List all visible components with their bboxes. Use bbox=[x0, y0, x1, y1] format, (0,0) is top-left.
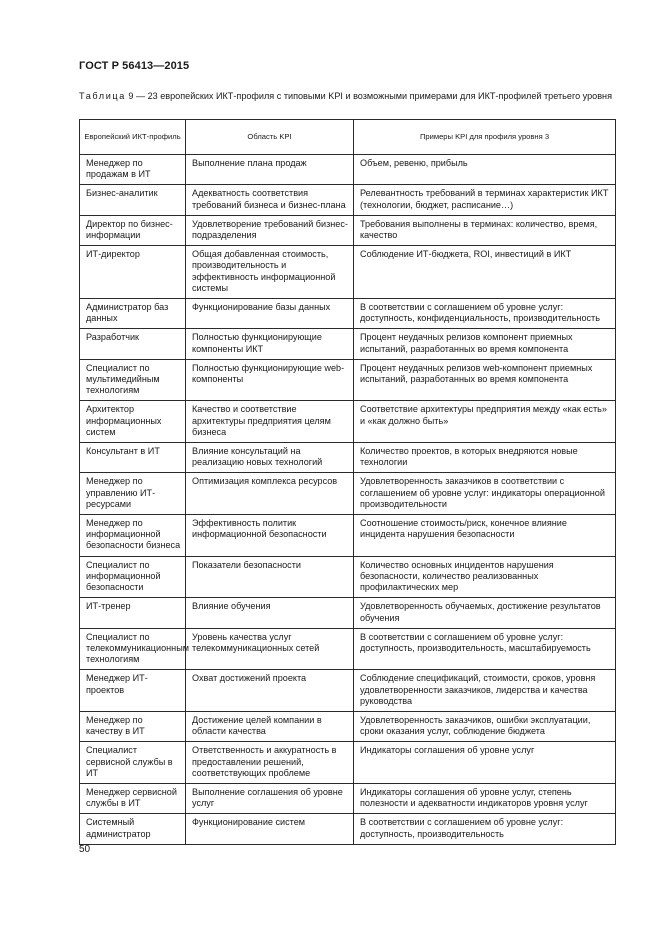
table-row bbox=[80, 299, 616, 329]
cell-kpi-examples: Соблюдение спецификаций, стоимости, сроков, уровня удовлетворенности заказчиков, лидерства и качества руководства bbox=[354, 670, 616, 712]
cell-kpi-area: Ответственность и аккуратность в предоставлении решений, соответствующих проблеме bbox=[186, 742, 354, 784]
cell-kpi-area: Показатели безопасности bbox=[186, 556, 354, 598]
cell-kpi-area: Качество и соответствие архитектуры предприятия целям бизнеса bbox=[186, 401, 354, 443]
cell-profile: Директор по бизнес-информации bbox=[80, 215, 186, 245]
table-row bbox=[80, 598, 616, 628]
cell-kpi-area: Влияние обучения bbox=[186, 598, 354, 628]
cell-kpi-area: Общая добавленная стоимость, производительность и эффективность информационной системы bbox=[186, 246, 354, 299]
cell-kpi-area: Функционирование базы данных bbox=[186, 299, 354, 329]
column-header-profile: Европейский ИКТ-профиль bbox=[80, 120, 186, 155]
cell-kpi-area: Охват достижений проекта bbox=[186, 670, 354, 712]
cell-kpi-examples: Индикаторы соглашения об уровне услуг bbox=[354, 742, 616, 784]
table-row bbox=[80, 401, 616, 443]
cell-profile: Менеджер по управлению ИТ-ресурсами bbox=[80, 473, 186, 515]
cell-kpi-examples: Соблюдение ИТ-бюджета, ROI, инвестиций в ИКТ bbox=[354, 246, 616, 299]
cell-kpi-area: Выполнение соглашения об уровне услуг bbox=[186, 783, 354, 813]
table-row bbox=[80, 359, 616, 401]
cell-kpi-area: Влияние консультаций на реализацию новых технологий bbox=[186, 443, 354, 473]
cell-kpi-area: Полностью функционирующие компоненты ИКТ bbox=[186, 329, 354, 359]
table-row bbox=[80, 246, 616, 299]
document-header: ГОСТ Р 56413—2015 bbox=[79, 60, 190, 72]
table-row bbox=[80, 783, 616, 813]
table-row bbox=[80, 473, 616, 515]
table-header-row bbox=[80, 120, 616, 155]
cell-kpi-examples: В соответствии с соглашением об уровне услуг: доступность, производительность, масштабируемость bbox=[354, 628, 616, 670]
cell-profile: Специалист по информационной безопасности bbox=[80, 556, 186, 598]
column-header-kpi-examples: Примеры KPI для профиля уровня 3 bbox=[354, 120, 616, 155]
cell-kpi-area: Удовлетворение требований бизнес-подразделения bbox=[186, 215, 354, 245]
caption-text: 9 — 23 европейских ИКТ-профиля с типовыми KPI и возможными примерами для ИКТ-профилей третьего уровня bbox=[125, 91, 612, 101]
cell-kpi-area: Оптимизация комплекса ресурсов bbox=[186, 473, 354, 515]
page-number: 50 bbox=[79, 844, 91, 855]
cell-kpi-area: Выполнение плана продаж bbox=[186, 155, 354, 185]
cell-kpi-examples: Релевантность требований в терминах характеристик ИКТ (технологии, бюджет, расписание…) bbox=[354, 185, 616, 215]
cell-profile: Консультант в ИТ bbox=[80, 443, 186, 473]
cell-profile: Архитектор информационных систем bbox=[80, 401, 186, 443]
table-row bbox=[80, 628, 616, 670]
table-row bbox=[80, 215, 616, 245]
cell-profile: Бизнес-аналитик bbox=[80, 185, 186, 215]
table-row bbox=[80, 155, 616, 185]
table-row bbox=[80, 443, 616, 473]
cell-kpi-examples: Удовлетворенность заказчиков, ошибки эксплуатации, сроки оказания услуг, соблюдение бюджета bbox=[354, 711, 616, 741]
table-row bbox=[80, 711, 616, 741]
cell-kpi-examples: Объем, ревеню, прибыль bbox=[354, 155, 616, 185]
cell-profile: Менеджер сервисной службы в ИТ bbox=[80, 783, 186, 813]
cell-kpi-examples: Процент неудачных релизов компонент приемных испытаний, разработанных во время компонента bbox=[354, 329, 616, 359]
cell-profile: ИТ-тренер bbox=[80, 598, 186, 628]
cell-kpi-examples: Количество проектов, в которых внедряются новые технологии bbox=[354, 443, 616, 473]
table-row bbox=[80, 515, 616, 557]
cell-kpi-examples: Соотношение стоимость/риск, конечное влияние инцидента нарушения безопасности bbox=[354, 515, 616, 557]
cell-kpi-examples: Требования выполнены в терминах: количество, время, качество bbox=[354, 215, 616, 245]
table-row bbox=[80, 329, 616, 359]
cell-kpi-examples: Индикаторы соглашения об уровне услуг, степень полезности и адекватности индикаторов уровня услуг bbox=[354, 783, 616, 813]
cell-profile: Специалист по мультимедийным технологиям bbox=[80, 359, 186, 401]
cell-kpi-area: Эффективность политик информационной безопасности bbox=[186, 515, 354, 557]
cell-profile: ИТ-директор bbox=[80, 246, 186, 299]
cell-profile: Менеджер по качеству в ИТ bbox=[80, 711, 186, 741]
column-header-kpi-area: Область KPI bbox=[186, 120, 354, 155]
cell-kpi-examples: Удовлетворенность заказчиков в соответствии с соглашением об уровне услуг: индикаторы операционной производительности bbox=[354, 473, 616, 515]
cell-profile: Менеджер ИТ-проектов bbox=[80, 670, 186, 712]
table-row bbox=[80, 742, 616, 784]
cell-kpi-examples: Соответствие архитектуры предприятия между «как есть» и «как должно быть» bbox=[354, 401, 616, 443]
cell-kpi-area: Адекватность соответствия требований бизнеса и бизнес-плана bbox=[186, 185, 354, 215]
caption-label: Таблица bbox=[79, 91, 126, 101]
cell-profile: Системный администратор bbox=[80, 814, 186, 844]
cell-profile: Менеджер по информационной безопасности бизнеса bbox=[80, 515, 186, 557]
cell-kpi-examples: В соответствии с соглашением об уровне услуг: доступность, конфиденциальность, производительность bbox=[354, 299, 616, 329]
table-row bbox=[80, 814, 616, 844]
cell-kpi-area: Полностью функционирующие web-компоненты bbox=[186, 359, 354, 401]
kpi-table bbox=[79, 119, 616, 845]
cell-profile: Специалист по телекоммуникационным технологиям bbox=[80, 628, 186, 670]
cell-profile: Администратор баз данных bbox=[80, 299, 186, 329]
cell-kpi-examples: Количество основных инцидентов нарушения безопасности, количество реализованных профилактических мер bbox=[354, 556, 616, 598]
cell-kpi-examples: Процент неудачных релизов web-компонент приемных испытаний, разработанных во время компонента bbox=[354, 359, 616, 401]
table-row bbox=[80, 185, 616, 215]
table-row bbox=[80, 556, 616, 598]
cell-kpi-area: Функционирование систем bbox=[186, 814, 354, 844]
cell-kpi-examples: В соответствии с соглашением об уровне услуг: доступность, производительность bbox=[354, 814, 616, 844]
cell-profile: Специалист сервисной службы в ИТ bbox=[80, 742, 186, 784]
table-row bbox=[80, 670, 616, 712]
cell-profile: Разработчик bbox=[80, 329, 186, 359]
cell-kpi-area: Достижение целей компании в области качества bbox=[186, 711, 354, 741]
cell-profile: Менеджер по продажам в ИТ bbox=[80, 155, 186, 185]
cell-kpi-area: Уровень качества услуг телекоммуникационных сетей bbox=[186, 628, 354, 670]
table-caption bbox=[79, 91, 615, 102]
cell-kpi-examples: Удовлетворенность обучаемых, достижение результатов обучения bbox=[354, 598, 616, 628]
